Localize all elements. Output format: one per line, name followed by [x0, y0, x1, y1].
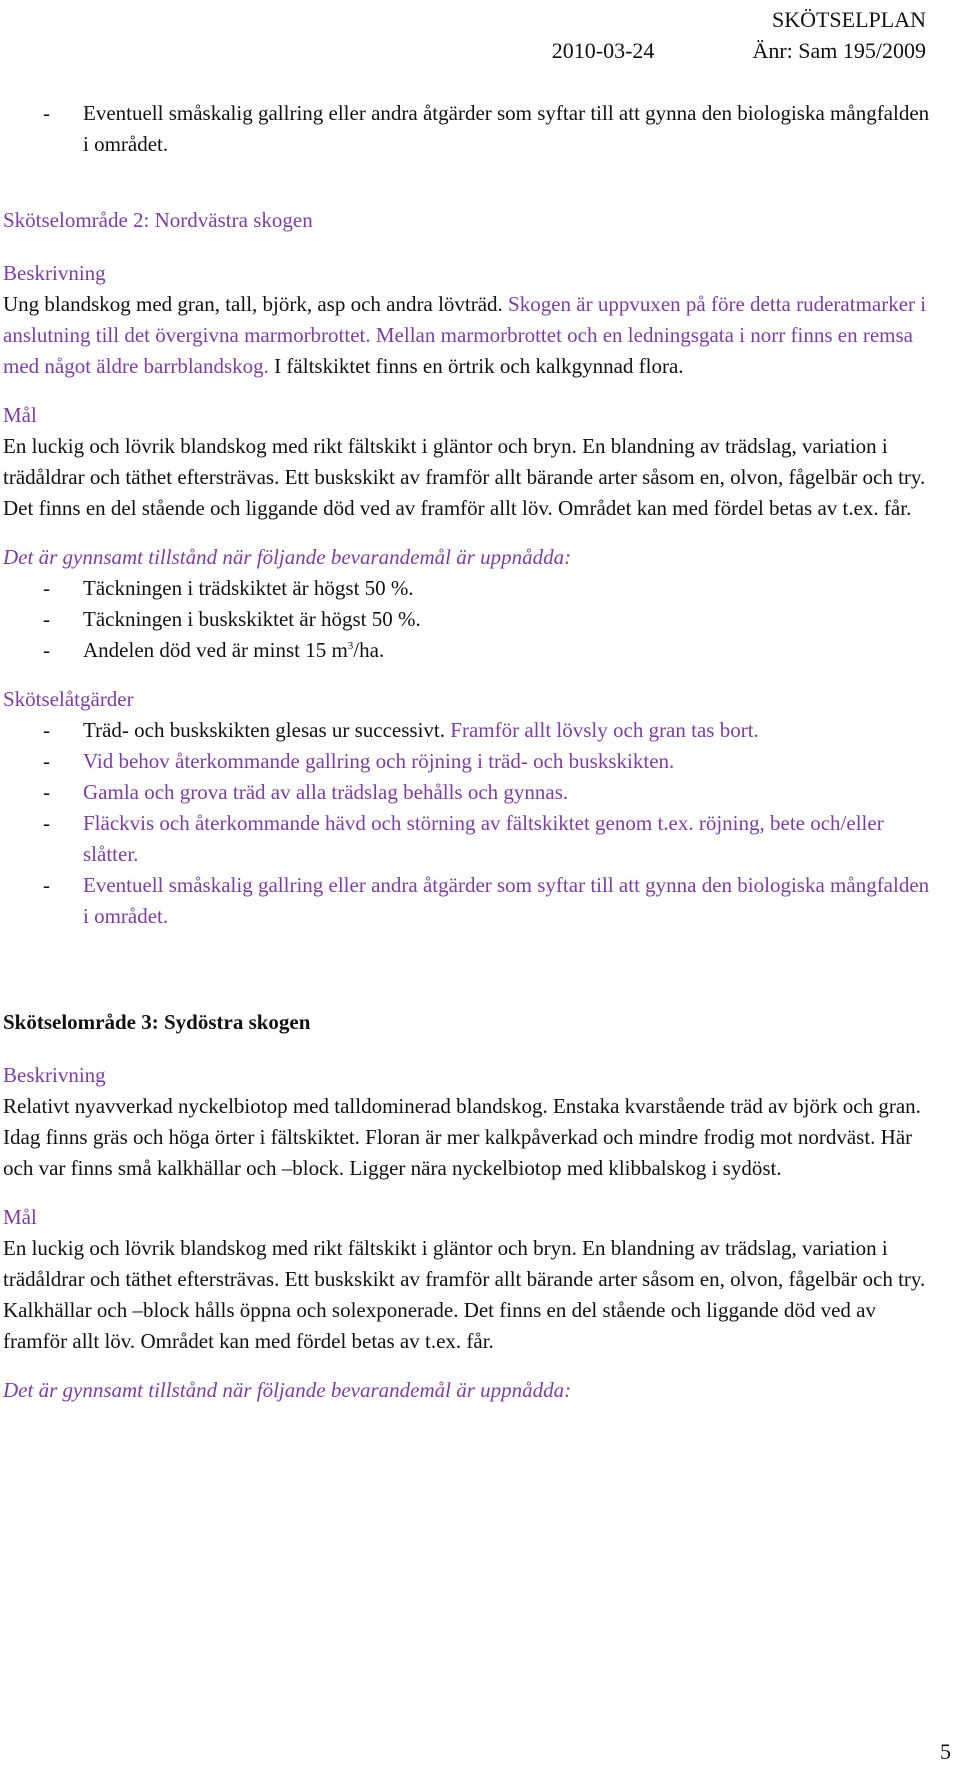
list-item: - Gamla och grova träd av alla trädslag behålls och gynnas.	[43, 780, 569, 804]
list-item-text: Eventuell småskalig gallring eller andra åtgärder som syftar till att gynna den biologiska mångfalden i området.	[83, 101, 930, 156]
header-title: SKÖTSELPLAN	[771, 7, 926, 32]
beskrivning-label: Beskrivning	[3, 1063, 106, 1087]
list-item: - Eventuell småskalig gallring eller andra åtgärder som syftar till att gynna den biologiska mångfalden i området.	[43, 873, 930, 928]
section-heading-area2: Skötselområde 2: Nordvästra skogen	[3, 208, 313, 232]
beskrivning-paragraph: Relativt nyavverkad nyckelbiotop med talldominerad blandskog. Enstaka kvarstående träd av björk och gran. Idag finns gräs och höga örter i fältskiktet. Floran är mer kalkpåverkad och mindre frodig mot nordväst. Här och var finns små kalkhällar och –block. Ligger nära nyckelbiotop med klibbalskog i sydöst.	[3, 1094, 921, 1180]
list-item: - Eventuell småskalig gallring eller andra åtgärder som syftar till att gynna den biologiska mångfalden i området.	[43, 101, 930, 156]
list-item: - Täckningen i buskskiktet är högst 50 %.	[43, 607, 421, 631]
mal-label: Mål	[3, 403, 37, 427]
header-ref: Änr: Sam 195/2009	[752, 38, 926, 63]
header-date-ref	[552, 35, 926, 66]
mal-label: Mål	[3, 1205, 37, 1229]
header-date: 2010-03-24	[551, 38, 655, 63]
mal-paragraph: En luckig och lövrik blandskog med rikt fältskikt i gläntor och bryn. En blandning av trädslag, variation i trädåldrar och täthet eftersträvas. Ett buskskikt av framför allt bärande arter såsom en, olvon, fågelbär och try. Det finns en del stående och liggande död ved av framför allt löv. Området kan med fördel betas av t.ex. får.	[3, 434, 926, 520]
list-item: - Vid behov återkommande gallring och röjning i träd- och buskskikten.	[43, 749, 675, 773]
list-item: - Fläckvis och återkommande hävd och störning av fältskiktet genom t.ex. röjning, bete och/eller slåtter.	[43, 811, 884, 866]
list-item: - Andelen död ved är minst 15 $m^3/ha$.	[43, 638, 385, 662]
mal-paragraph: En luckig och lövrik blandskog med rikt fältskikt i gläntor och bryn. En blandning av trädslag, variation i trädåldrar och täthet eftersträvas. Ett buskskikt av framför allt bärande arter såsom en, olvon, fågelbär och try. Kalkhällar och –block hålls öppna och solexponerade. Det finns en del stående och liggande död ved av framför allt löv. Området kan med fördel betas av t.ex. får.	[3, 1236, 926, 1353]
beskrivning-paragraph: Ung blandskog med gran, tall, björk, asp och andra lövträd. Skogen är uppvuxen på före detta ruderatmarker i anslutning till det övergivna marmorbrottet. Mellan marmorbrottet och en ledningsgata i norr finns en remsa med något äldre barrblandskog. I fältskiktet finns en örtrik och kalkgynnad flora.	[3, 292, 927, 378]
list-item: - Täckningen i trädskiktet är högst 50 %.	[43, 576, 414, 600]
page-content	[3, 98, 938, 1406]
gynnsamt-label: Det är gynnsamt tillstånd när följande bevarandemål är uppnådda:	[3, 1378, 572, 1402]
list-item: - Träd- och buskskikten glesas ur successivt. Framför allt lövsly och gran tas bort.	[43, 718, 759, 742]
section-heading-area3: Skötselområde 3: Sydöstra skogen	[3, 1010, 311, 1034]
gynnsamt-label: Det är gynnsamt tillstånd när följande bevarandemål är uppnådda:	[3, 545, 572, 569]
page-header	[552, 4, 926, 66]
atgarder-label: Skötselåtgärder	[3, 687, 134, 711]
page-number: 5	[940, 1739, 951, 1764]
beskrivning-label: Beskrivning	[3, 261, 106, 285]
